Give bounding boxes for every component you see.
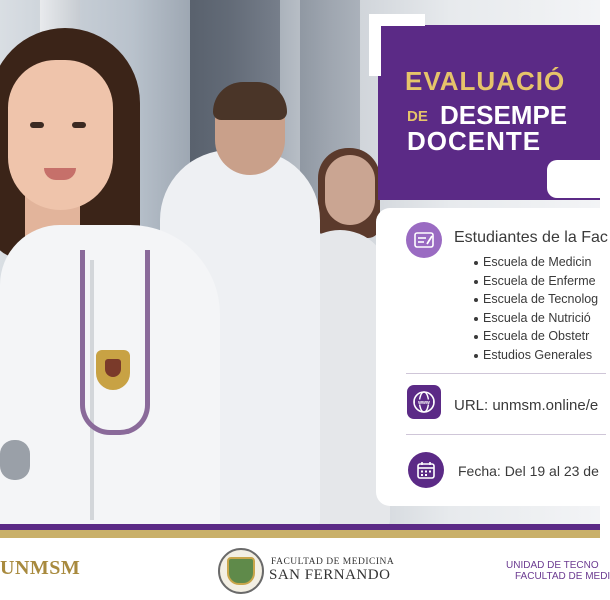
divider bbox=[406, 373, 606, 374]
list-item: Estudios Generales bbox=[474, 346, 598, 365]
stethoscope bbox=[80, 250, 150, 435]
url-link[interactable]: URL: unmsm.online/e bbox=[454, 397, 599, 414]
unit-name-line1: UNIDAD DE TECNO bbox=[506, 560, 599, 571]
calendar-glyph-icon bbox=[416, 460, 436, 480]
unit-name-line2: FACULTAD DE MEDI bbox=[515, 571, 610, 582]
list-item: Escuela de Nutrició bbox=[474, 309, 598, 328]
eye bbox=[72, 122, 86, 128]
frame-bracket bbox=[369, 14, 425, 26]
stethoscope-chestpiece bbox=[0, 440, 30, 480]
title-de: DE bbox=[407, 108, 428, 125]
list-item: Escuela de Tecnolog bbox=[474, 290, 598, 309]
svg-text:www: www bbox=[418, 399, 430, 406]
background-doctor-face bbox=[325, 155, 375, 225]
title-docente: DOCENTE bbox=[407, 126, 542, 156]
date-text: Fecha: Del 19 al 23 de bbox=[458, 463, 599, 479]
faculty-name-line1: FACULTAD DE MEDICINA bbox=[271, 557, 395, 567]
smile bbox=[44, 168, 76, 180]
background-doctor-hair bbox=[213, 82, 287, 120]
audience-text: Estudiantes de la Fac bbox=[454, 229, 608, 246]
footer-band-gold bbox=[0, 530, 600, 538]
title-evaluacion: EVALUACIÓ bbox=[405, 66, 566, 96]
globe-www-icon bbox=[407, 385, 441, 419]
eye bbox=[30, 122, 44, 128]
divider bbox=[406, 434, 606, 435]
calendar-icon bbox=[408, 452, 444, 488]
faculty-name-line2: SAN FERNANDO bbox=[269, 567, 391, 583]
title-desempeno: DESEMPE bbox=[440, 100, 568, 130]
list-item: Escuela de Medicin bbox=[474, 253, 598, 272]
university-crest-patch bbox=[96, 350, 130, 390]
schools-list bbox=[474, 253, 598, 364]
seal-shield-icon bbox=[227, 557, 255, 585]
students-icon bbox=[406, 222, 442, 258]
form-icon bbox=[414, 232, 434, 248]
list-item: Escuela de Obstetr bbox=[474, 327, 598, 346]
faculty-seal-icon bbox=[218, 548, 264, 594]
student-face bbox=[8, 60, 113, 210]
banner-tab bbox=[547, 160, 607, 198]
unmsm-logo: UNMSM bbox=[0, 557, 81, 579]
globe-icon bbox=[412, 390, 436, 414]
list-item: Escuela de Enferme bbox=[474, 272, 598, 291]
